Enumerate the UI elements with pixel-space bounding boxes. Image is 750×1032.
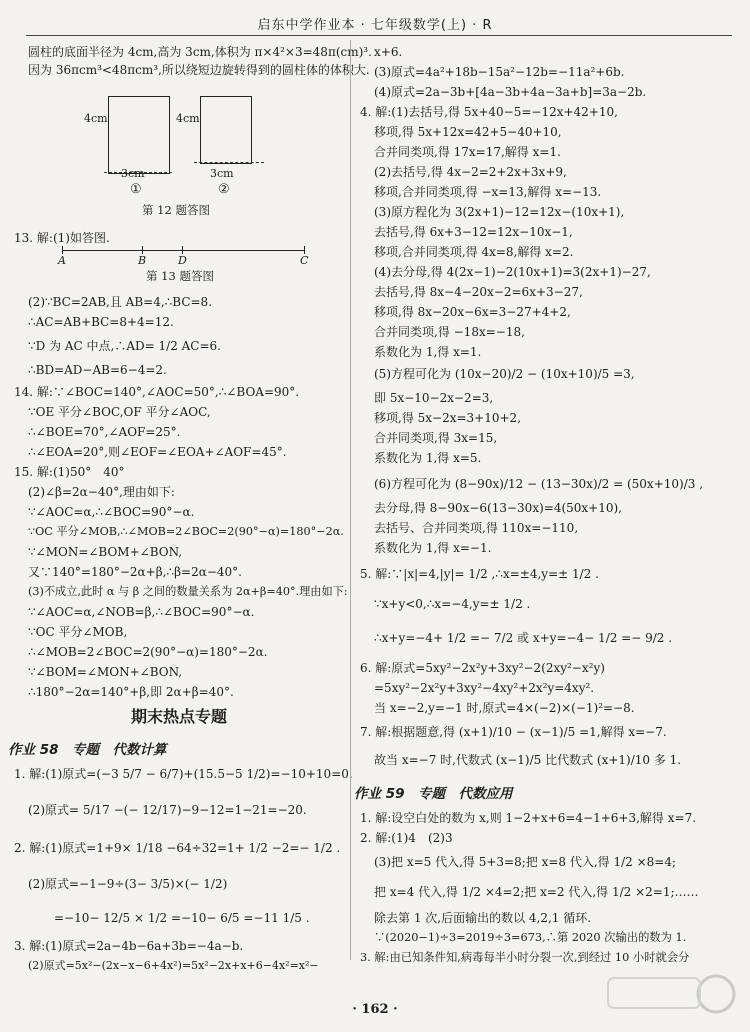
text-line: ∴180°−2α=140°+β,即 2α+β=40°.: [28, 685, 234, 699]
text-line: 去括号、合并同类项,得 110x=−110,: [374, 521, 579, 535]
figure-caption: 第 13 题答图: [146, 269, 214, 283]
text-line: 3. 解:由已知条件知,病毒每半小时分裂一次,到经过 10 小时就会分: [360, 951, 690, 964]
text-line: 把 x=4 代入,得 1/2 ×4=2;把 x=2 代入,得 1/2 ×2=1;……: [374, 885, 699, 899]
text-line: 又∵140°=180°−2α+β,∴β=2α−40°.: [28, 565, 242, 579]
text-line: (3)原式=4a²+18b−15a²−12b=−11a²+6b.: [374, 65, 625, 79]
text-line: (3)原方程化为 3(2x+1)−12=12x−(10x+1),: [374, 205, 625, 219]
page-header: 启东中学作业本 · 七年级数学(上) · R: [257, 18, 493, 33]
watermark-logo: [604, 972, 744, 1030]
text-line: 1. 解:设空白处的数为 x,则 1−2+x+6=4−1+6+3,解得 x=7.: [360, 811, 697, 825]
text-line: (5)方程可化为 (10x−20)/2 − (10x+10)/5 =3,: [374, 367, 635, 381]
text-line: 合并同类项,得 3x=15,: [374, 431, 498, 445]
tick-D: [182, 246, 183, 254]
text-line: 系数化为 1,得 x=5.: [374, 451, 482, 465]
text-line: 因为 36πcm³<48πcm³,所以绕短边旋转得到的圆柱体的体积大.: [28, 63, 370, 77]
figure-label-2: ②: [218, 182, 230, 197]
text-line: ∴∠MOB=2∠BOC=2(90°−α)=180°−2α.: [28, 645, 268, 659]
text-line: 去分母,得 8−90x−6(13−30x)=4(50x+10),: [374, 501, 622, 515]
text-line: 移项,得 5x−2x=3+10+2,: [374, 411, 522, 425]
text-line: ∴∠EOA=20°,则∠EOF=∠EOA+∠AOF=45°.: [28, 445, 287, 459]
text-line: 移项,合并同类项,得 −x=13,解得 x=−13.: [374, 185, 602, 199]
text-line: 2. 解:(1)4 (2)3: [360, 831, 453, 845]
tick-A: [62, 246, 63, 254]
text-line: ∵OE 平分∠BOC,OF 平分∠AOC,: [28, 405, 211, 419]
text-line: 4. 解:(1)去括号,得 5x+40−5=−12x+42+10,: [360, 105, 618, 119]
text-line: 3. 解:(1)原式=2a−4b−6a+3b=−4a−b.: [14, 939, 244, 953]
text-line: 圆柱的底面半径为 4cm,高为 3cm,体积为 π×4²×3=48π(cm)³.: [28, 45, 372, 59]
text-line: =5xy²−2x²y+3xy²−4xy²+2x²y=4xy².: [374, 681, 595, 695]
tick-B: [142, 246, 143, 254]
text-line: ∵OC 平分∠MOB,∴∠MOB=2∠BOC=2(90°−α)=180°−2α.: [28, 525, 344, 538]
text-line: ∵∠MON=∠BOM+∠BON,: [28, 545, 183, 559]
text-line: 系数化为 1,得 x=1.: [374, 345, 482, 359]
text-line: 移项,得 8x−20x−6x=3−27+4+2,: [374, 305, 571, 319]
text-line: (2)原式=−1−9÷(3− 3/5)×(− 1/2): [28, 877, 228, 891]
text-line: ∵∠AOC=α,∠NOB=β,∴∠BOC=90°−α.: [28, 605, 255, 619]
side-label: 4cm: [176, 112, 200, 125]
text-line: =−10− 12/5 × 1/2 =−10− 6/5 =−11 1/5 .: [54, 911, 310, 925]
text-line: 14. 解:∵∠BOC=140°,∠AOC=50°,∴∠BOA=90°.: [14, 385, 300, 399]
point-A: A: [58, 254, 66, 267]
text-line: (2)∵BC=2AB,且 AB=4,∴BC=8.: [28, 295, 213, 309]
text-line: 合并同类项,得 17x=17,解得 x=1.: [374, 145, 561, 159]
text-line: 15. 解:(1)50° 40°: [14, 465, 125, 479]
figure-label-1: ①: [130, 182, 142, 197]
tick-C: [304, 246, 305, 254]
point-B: B: [138, 254, 147, 267]
point-D: D: [178, 254, 187, 267]
text-line: ∵(2020−1)÷3=2019÷3=673,∴第 2020 次输出的数为 1.: [374, 931, 687, 944]
text-line: (3)把 x=5 代入,得 5+3=8;把 x=8 代入,得 1/2 ×8=4;: [374, 855, 677, 869]
text-line: 1. 解:(1)原式=(−3 5/7 − 6/7)+(15.5−5 1/2)=−10+10=0.: [14, 767, 353, 781]
page-number: · 162 ·: [352, 1002, 398, 1017]
text-line: 系数化为 1,得 x=−1.: [374, 541, 492, 555]
text-line: (2)原式=5x²−(2x−x−6+4x²)=5x²−2x+x+6−4x²=x²−: [28, 959, 319, 972]
text-line: 故当 x=−7 时,代数式 (x−1)/5 比代数式 (x+1)/10 多 1.: [374, 753, 682, 767]
text-line: (2)∠β=2α−40°,理由如下:: [28, 485, 175, 499]
text-line: (3)不成立,此时 α 与 β 之间的数量关系为 2α+β=40°.理由如下:: [28, 585, 348, 598]
header-rule: [26, 35, 732, 36]
rectangle-2: [200, 96, 252, 164]
dashed-base-1: [104, 172, 172, 173]
segment-line: [62, 250, 304, 251]
text-line: 7. 解:根据题意,得 (x+1)/10 − (x−1)/5 =1,解得 x=−7.: [360, 725, 667, 739]
text-line: ∴BD=AD−AB=6−4=2.: [28, 363, 167, 377]
text-line: x+6.: [374, 45, 403, 59]
side-label: 4cm: [84, 112, 108, 125]
text-line: 即 5x−10−2x−2=3,: [374, 391, 494, 405]
text-line: ∴∠BOE=70°,∠AOF=25°.: [28, 425, 181, 439]
text-line: 除去第 1 次,后面输出的数以 4,2,1 循环.: [374, 911, 592, 925]
homework-title: 作业 58 专题 代数计算: [8, 742, 167, 758]
text-line: 移项,得 5x+12x=42+5−40+10,: [374, 125, 562, 139]
text-line: (2)原式= 5/17 −(− 12/17)−9−12=1−21=−20.: [28, 803, 307, 817]
base-label: 3cm: [210, 167, 234, 180]
text-line: ∵x+y<0,∴x=−4,y=± 1/2 .: [374, 597, 531, 611]
text-line: 当 x=−2,y=−1 时,原式=4×(−2)×(−1)²=−8.: [374, 701, 635, 715]
text-line: (2)去括号,得 4x−2=2+2x+3x+9,: [374, 165, 567, 179]
text-line: 5. 解:∵|x|=4,|y|= 1/2 ,∴x=±4,y=± 1/2 .: [360, 567, 599, 581]
column-divider: [350, 40, 351, 960]
text-line: 6. 解:原式=5xy²−2x²y+3xy²−2(2xy²−x²y): [360, 661, 605, 675]
text-line: (4)去分母,得 4(2x−1)−2(10x+1)=3(2x+1)−27,: [374, 265, 651, 279]
text-line: ∵∠AOC=α,∴∠BOC=90°−α.: [28, 505, 195, 519]
rectangle-1: [108, 96, 170, 174]
text-line: (4)原式=2a−3b+[4a−3b+4a−3a+b]=3a−2b.: [374, 85, 647, 99]
text-line: 2. 解:(1)原式=1+9× 1/18 −64÷32=1+ 1/2 −2=− 1/2 .: [14, 841, 341, 855]
text-line: ∴AC=AB+BC=8+4=12.: [28, 315, 174, 329]
q13-heading: 13. 解:(1)如答图.: [14, 231, 110, 245]
text-line: 去括号,得 8x−4−20x−2=6x+3−27,: [374, 285, 583, 299]
text-line: ∵D 为 AC 中点,∴AD= 1/2 AC=6.: [28, 339, 221, 353]
point-C: C: [300, 254, 309, 267]
homework-title: 作业 59 专题 代数应用: [354, 786, 513, 802]
text-line: ∵OC 平分∠MOB,: [28, 625, 128, 639]
figure-caption: 第 12 题答图: [142, 203, 210, 217]
text-line: (6)方程可化为 (8−90x)/12 − (13−30x)/2 = (50x+10)/3 ,: [374, 477, 704, 491]
dashed-base-2: [194, 162, 264, 163]
text-line: 去括号,得 6x+3−12=12x−10x−1,: [374, 225, 573, 239]
text-line: 移项,合并同类项,得 4x=8,解得 x=2.: [374, 245, 574, 259]
text-line: ∵∠BOM=∠MON+∠BON,: [28, 665, 183, 679]
text-line: ∴x+y=−4+ 1/2 =− 7/2 或 x+y=−4− 1/2 =− 9/2 .: [374, 631, 673, 645]
text-line: 合并同类项,得 −18x=−18,: [374, 325, 525, 339]
section-title: 期末热点专题: [130, 707, 227, 726]
base-label: 3cm: [121, 167, 145, 180]
